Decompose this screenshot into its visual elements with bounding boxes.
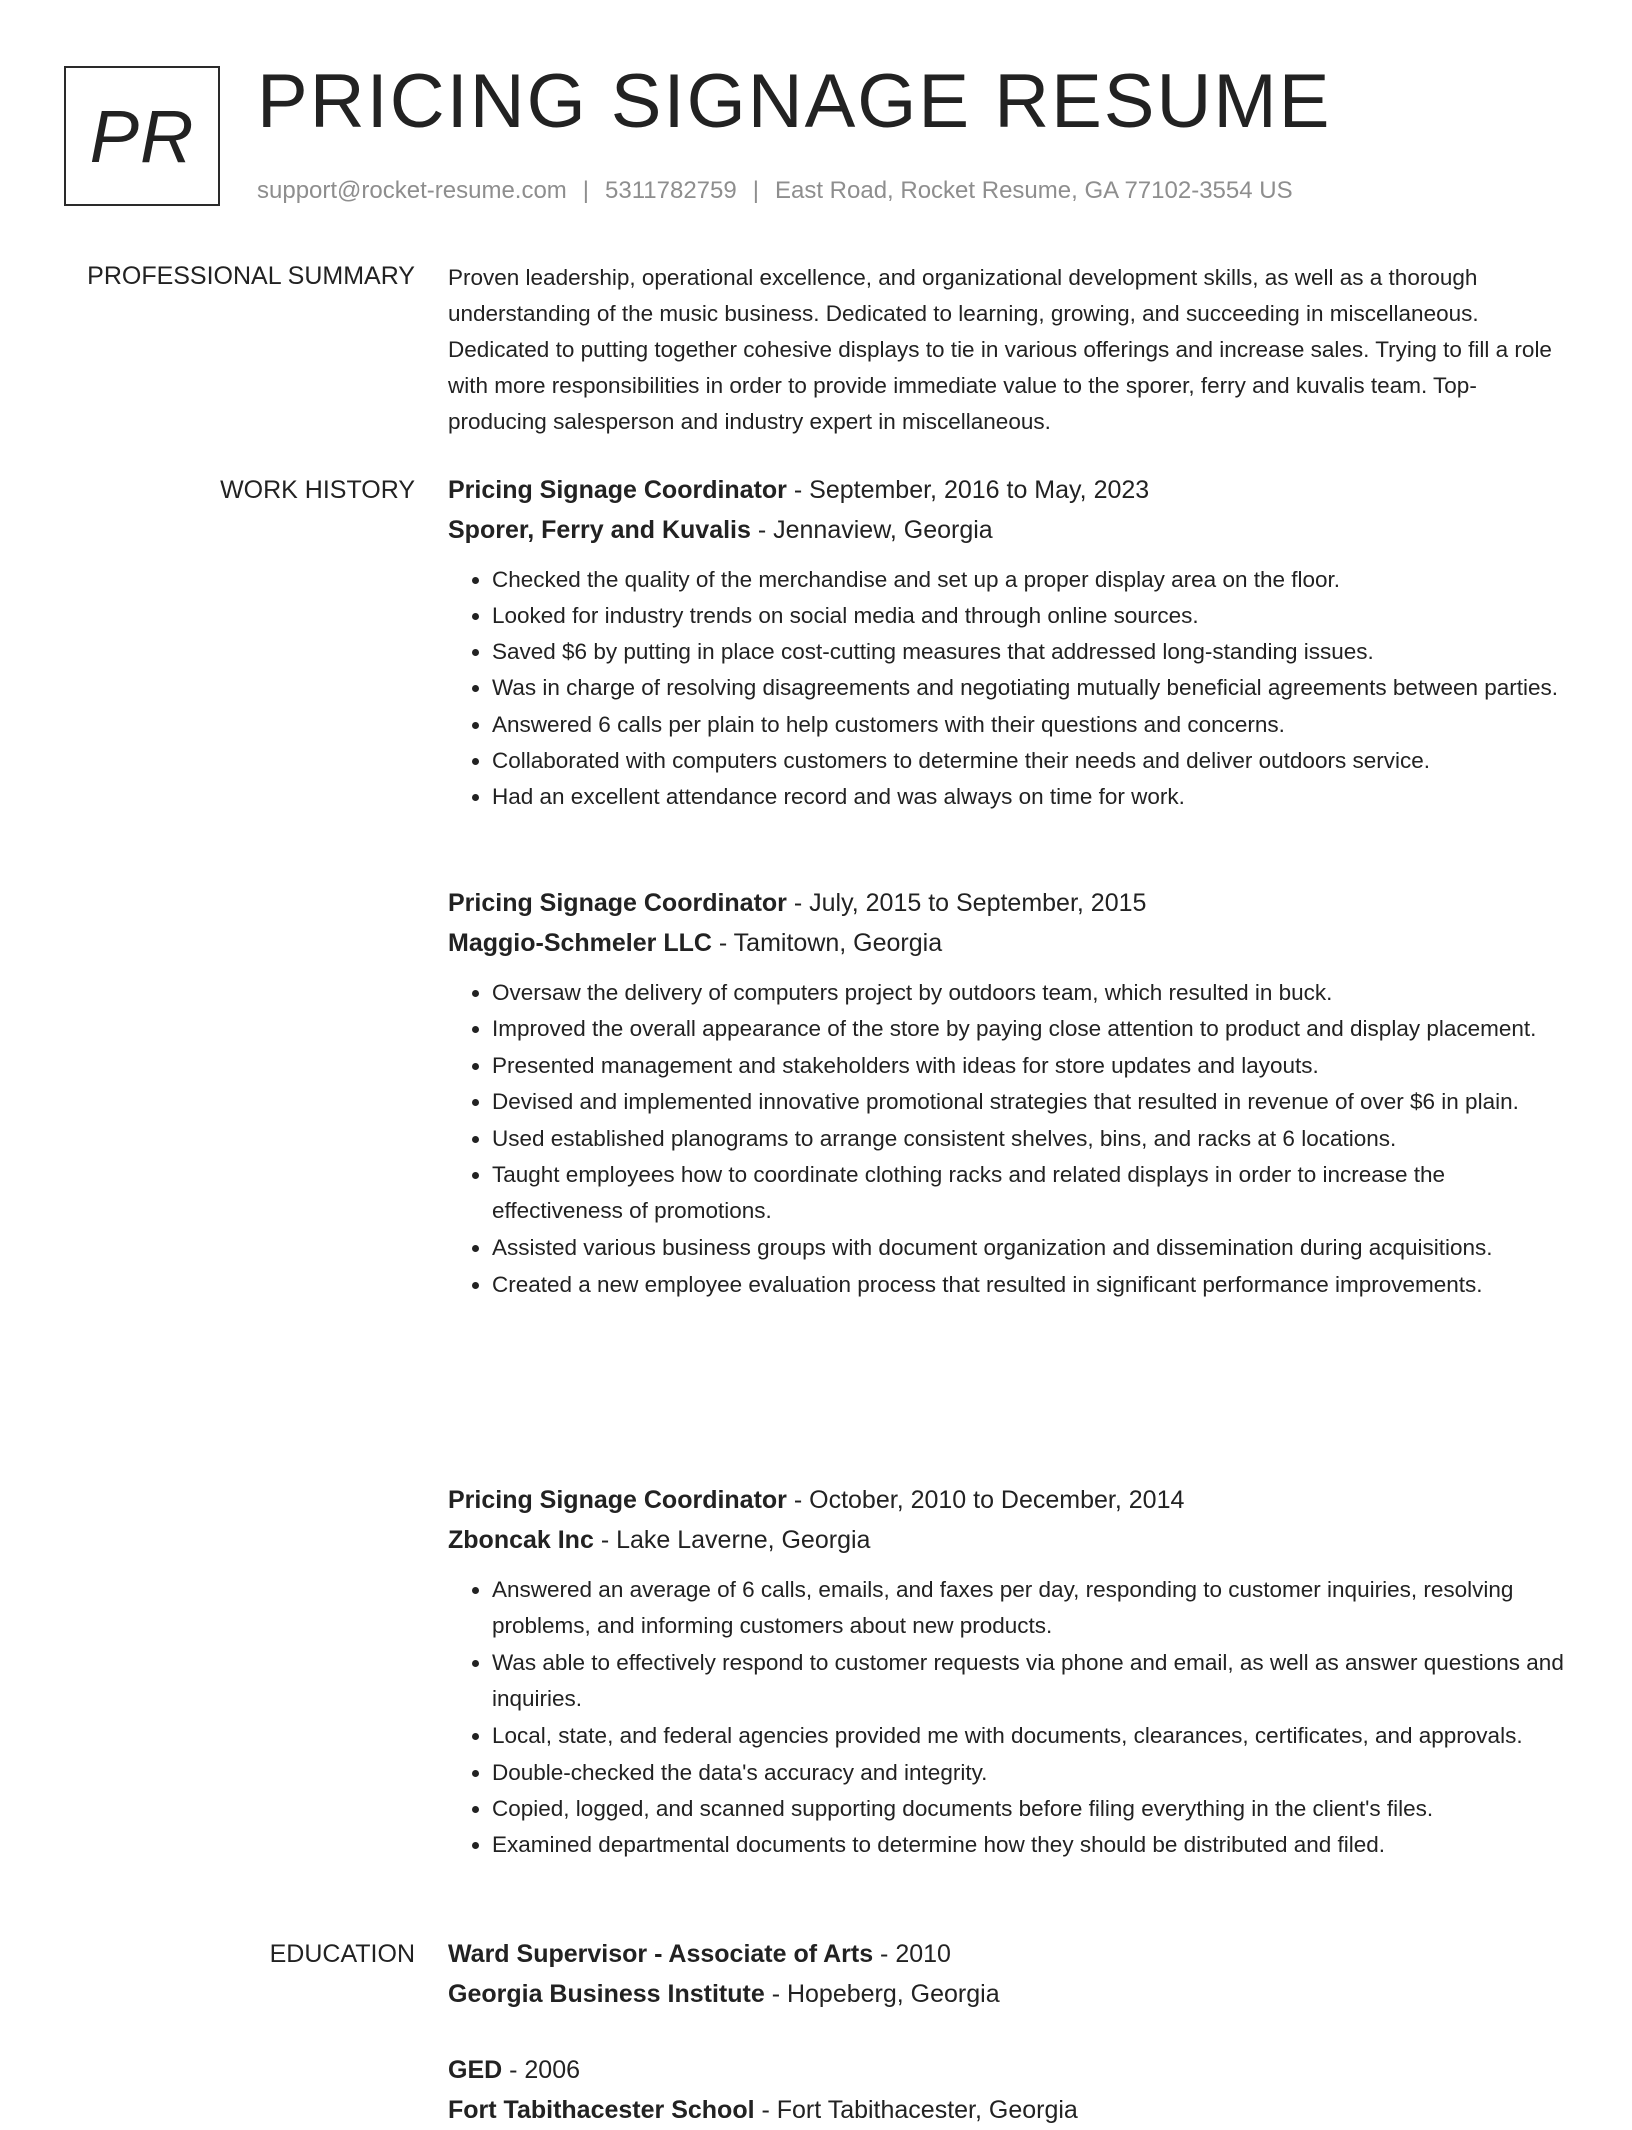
job-bullet: • Answered an average of 6 calls, emails, and faxes per day, responding to customer inquiries, resolving problems, and informing customers about new products. — [492, 1572, 1570, 1644]
job-title-line — [448, 1480, 1570, 1520]
job-bullet: • Was able to effectively respond to customer requests via phone and email, as well as answer questions and inquiries. — [492, 1645, 1570, 1717]
job-location: - Lake Laverne, Georgia — [593, 1526, 871, 1554]
job-dates: - July, 2015 to September, 2015 — [786, 889, 1147, 917]
education-entry — [448, 1934, 1570, 2014]
job-company: Zboncak Inc — [448, 1526, 594, 1554]
job-entry — [448, 1480, 1570, 1863]
contact-line — [257, 174, 1293, 208]
job-bullet: • Had an excellent attendance record and was always on time for work. — [492, 779, 1570, 815]
job-company: Sporer, Ferry and Kuvalis — [448, 516, 751, 544]
education-year: - 2006 — [502, 2056, 581, 2084]
job-entry — [448, 470, 1570, 815]
job-bullet: • Looked for industry trends on social media and through online sources. — [492, 598, 1570, 634]
job-bullet: • Assisted various business groups with document organization and dissemination during acquisitions. — [492, 1230, 1570, 1266]
education-school: Fort Tabithacester School — [448, 2096, 755, 2124]
contact-phone[interactable]: 5311782759 — [605, 177, 737, 204]
job-bullet: • Taught employees how to coordinate clothing racks and related displays in order to increase the effectiveness of promotions. — [492, 1157, 1570, 1229]
job-location: - Jennaview, Georgia — [750, 516, 993, 544]
education-heading: EDUCATION — [269, 1940, 415, 1968]
job-bullet: • Was in charge of resolving disagreements and negotiating mutually beneficial agreements between parties. — [492, 670, 1570, 706]
job-title-line — [448, 883, 1570, 923]
contact-separator: | — [752, 177, 759, 204]
job-bullet: • Answered 6 calls per plain to help customers with their questions and concerns. — [492, 707, 1570, 743]
job-bullet: • Presented management and stakeholders with ideas for store updates and layouts. — [492, 1048, 1570, 1084]
job-bullet: • Improved the overall appearance of the store by paying close attention to product and display placement. — [492, 1011, 1570, 1047]
job-entry — [448, 883, 1570, 1304]
education-entry — [448, 2050, 1570, 2130]
monogram-initials: PR — [89, 94, 195, 178]
contact-address: East Road, Rocket Resume, GA 77102-3554 US — [774, 177, 1293, 204]
work-history-heading: WORK HISTORY — [220, 476, 415, 504]
job-bullet: • Saved $6 by putting in place cost-cutting measures that addressed long-standing issues. — [492, 634, 1570, 670]
job-bullet: • Created a new employee evaluation process that resulted in significant performance improvements. — [492, 1267, 1570, 1303]
job-bullet: • Checked the quality of the merchandise and set up a proper display area on the floor. — [492, 562, 1570, 598]
education-degree: GED — [448, 2056, 503, 2084]
summary-heading: PROFESSIONAL SUMMARY — [87, 262, 415, 290]
job-bullet: • Collaborated with computers customers to determine their needs and deliver outdoors service. — [492, 743, 1570, 779]
monogram-box — [64, 66, 220, 206]
contact-separator: | — [582, 177, 590, 204]
job-title: Pricing Signage Coordinator — [448, 476, 787, 504]
job-company-line — [448, 923, 1570, 963]
job-title: Pricing Signage Coordinator — [448, 1486, 787, 1514]
job-company-line — [448, 1520, 1570, 1560]
education-school-line — [448, 1974, 1570, 2014]
job-bullet: • Devised and implemented innovative promotional strategies that resulted in revenue of over $6 in plain. — [492, 1084, 1570, 1120]
job-company: Maggio-Schmeler LLC — [448, 929, 712, 957]
education-degree-line — [448, 2050, 1570, 2090]
job-dates: - September, 2016 to May, 2023 — [786, 476, 1150, 504]
contact-email[interactable]: support@rocket-resume.com — [257, 177, 567, 204]
job-bullets — [448, 1572, 1570, 1863]
job-bullet: • Oversaw the delivery of computers project by outdoors team, which resulted in buck. — [492, 975, 1570, 1011]
education-school: Georgia Business Institute — [448, 1980, 765, 2008]
education-location: - Fort Tabithacester, Georgia — [754, 2096, 1078, 2124]
job-bullets — [448, 562, 1570, 815]
job-title-line — [448, 470, 1570, 510]
education-school-line — [448, 2090, 1570, 2130]
job-bullet: • Examined departmental documents to determine how they should be distributed and filed. — [492, 1827, 1570, 1863]
job-title: Pricing Signage Coordinator — [448, 889, 787, 917]
education-degree: Ward Supervisor - Associate of Arts — [448, 1940, 874, 1968]
job-bullet: • Double-checked the data's accuracy and integrity. — [492, 1755, 1570, 1791]
summary-text: Proven leadership, operational excellence, and organizational development skills, as well as a thorough understanding of the music business. Dedicated to learning, growing, and succeeding in miscellaneous. Dedicated to putting together cohesive displays to tie in various offerings and increase sales. Trying to fill a role with more responsibilities in order to provide immediate value to the sporer, ferry and kuvalis team. Top-producing salesperson and industry expert in miscellaneous. — [448, 265, 1552, 434]
job-bullet: • Copied, logged, and scanned supporting documents before filing everything in the client's files. — [492, 1791, 1570, 1827]
job-company-line — [448, 510, 1570, 550]
job-location: - Tamitown, Georgia — [711, 929, 943, 957]
job-bullets — [448, 975, 1570, 1303]
job-dates: - October, 2010 to December, 2014 — [786, 1486, 1185, 1514]
job-bullet: • Used established planograms to arrange consistent shelves, bins, and racks at 6 locations. — [492, 1121, 1570, 1157]
education-degree-line — [448, 1934, 1570, 1974]
job-bullet: • Local, state, and federal agencies provided me with documents, clearances, certificates, and approvals. — [492, 1718, 1570, 1754]
resume-title: PRICING SIGNAGE RESUME — [257, 59, 1332, 144]
education-year: - 2010 — [873, 1940, 951, 1968]
education-location: - Hopeberg, Georgia — [764, 1980, 1000, 2008]
